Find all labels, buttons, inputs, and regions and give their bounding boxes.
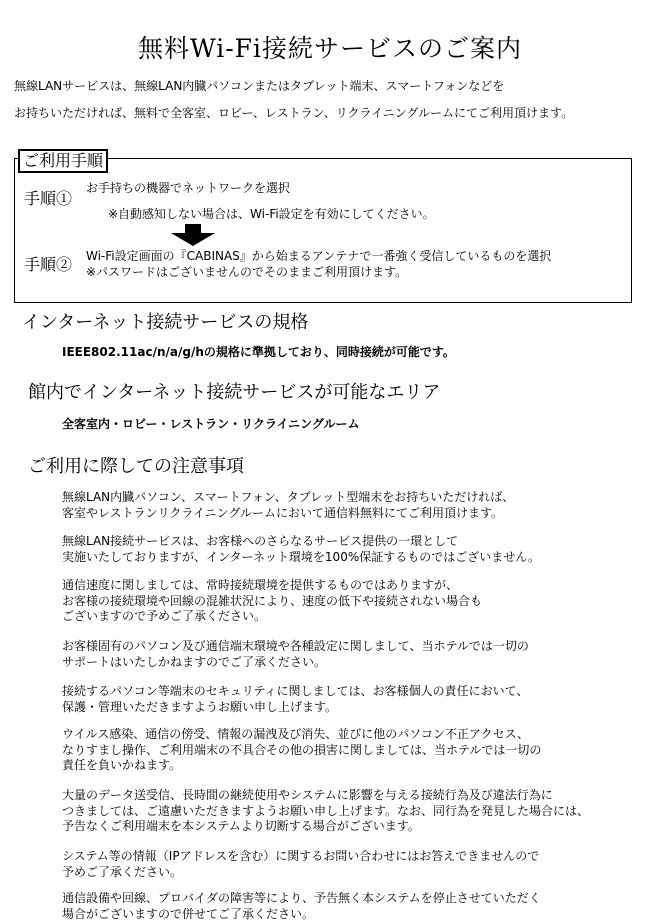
note-line: つきましては、ご遠慮いただきますようお願い申し上げます。なお、同行為を発見した場合には、 — [62, 803, 590, 818]
note-paragraph — [62, 788, 589, 835]
note-line: 予めご了承ください。 — [62, 864, 183, 879]
note-paragraph — [62, 727, 541, 774]
note-line: 無線LAN内臓パソコン、スマートフォン、タブレット型端末をお持ちいただければ、 — [62, 490, 515, 504]
procedure-label: ご利用手順 — [18, 149, 108, 173]
note-line: 通信速度に関しましては、常時接続環境を提供するものではありますが、 — [62, 578, 459, 592]
note-line: なりすまし操作、ご利用端末の不具合その他の損害に関しましては、当ホテルでは一切の — [62, 742, 542, 757]
note-line: 実施いたしておりますが、インターネット環境を100%保証するものではございません。 — [62, 549, 540, 564]
step-1-line-2: ※自動感知しない場合は、Wi-Fi設定を有効にしてください。 — [108, 207, 435, 221]
note-paragraph — [62, 684, 528, 715]
note-line: 通信設備や回線、プロバイダの障害等により、予告無く本システムを停止させていただく — [62, 891, 541, 905]
note-line: 無線LAN接続サービスは、お客様へのさらなるサービス提供の一環として — [62, 534, 459, 548]
step-1-label: 手順① — [24, 189, 73, 208]
note-line: 予告なくご利用端末を本システムより切断する場合がございます。 — [62, 819, 420, 833]
note-line: お客様固有のパソコン及び通信端末環境や各種設定に関しまして、当ホテルでは一切の — [62, 639, 529, 653]
step-1-line-1: お手持ちの機器でネットワークを選択 — [86, 181, 291, 195]
area-text: 全客室内・ロビー・レストラン・リクライニングルーム — [62, 417, 360, 431]
note-line: 接続するパソコン等端末のセキュリティに関しましては、お客様個人の責任において、 — [62, 684, 529, 698]
intro-line-2: お持ちいただければ、無料で全客室、ロビー、レストラン、リクライニングルームにてご利用頂けます。 — [14, 106, 574, 120]
note-line: 場合がございますので併せてご了承ください。 — [62, 906, 315, 921]
note-line: 保護・管理いただきますようお願い申し上げます。 — [62, 699, 338, 714]
note-line: お客様の接続環境や回線の混雑状況により、速度の低下や接続されない場合も — [62, 593, 483, 608]
note-paragraph — [62, 490, 514, 521]
note-paragraph — [62, 849, 539, 880]
note-paragraph — [62, 578, 482, 625]
area-heading: 館内でインターネット接続サービスが可能なエリア — [28, 382, 441, 403]
step-2-label: 手順② — [24, 255, 73, 274]
down-arrow-icon — [171, 224, 215, 246]
step-2-line-1: Wi-Fi設定画面の『CABINAS』から始まるアンテナで一番強く受信しているものを選択 — [86, 249, 552, 263]
intro-line-1: 無線LANサービスは、無線LAN内臓パソコンまたはタブレット端末、スマートフォンなどを — [14, 79, 505, 93]
note-paragraph — [62, 891, 541, 922]
spec-heading: インターネット接続サービスの規格 — [22, 312, 309, 333]
note-line: 大量のデータ送受信、長時間の継続使用やシステムに影響を与える接続行為及び違法行為に — [62, 788, 553, 802]
spec-text: IEEE802.11ac/n/a/g/hの規格に準拠しており、同時接続が可能です。 — [62, 345, 455, 359]
note-paragraph — [62, 639, 529, 670]
step-2-line-2: ※パスワードはございませんのでそのままご利用頂けます。 — [86, 265, 408, 279]
notes-heading: ご利用に際しての注意事項 — [28, 456, 244, 477]
note-line: 責任を負いかねます。 — [62, 758, 182, 772]
note-line: ございますので予めご了承ください。 — [62, 609, 267, 623]
note-line: 客室やレストランリクライニングルームにおいて通信料無料にてご利用頂けます。 — [62, 505, 504, 520]
note-line: ウイルス感染、通信の傍受、情報の漏洩及び消失、並びに他のパソコン不正アクセス、 — [62, 727, 530, 741]
note-paragraph — [62, 534, 540, 565]
note-line: サポートはいたしかねますのでご了承ください。 — [62, 654, 327, 669]
note-line: システム等の情報（IPアドレスを含む）に関するお問い合わせにはお答えできませんので — [62, 849, 540, 863]
page-title: 無料Wi-Fi接続サービスのご案内 — [137, 34, 523, 63]
